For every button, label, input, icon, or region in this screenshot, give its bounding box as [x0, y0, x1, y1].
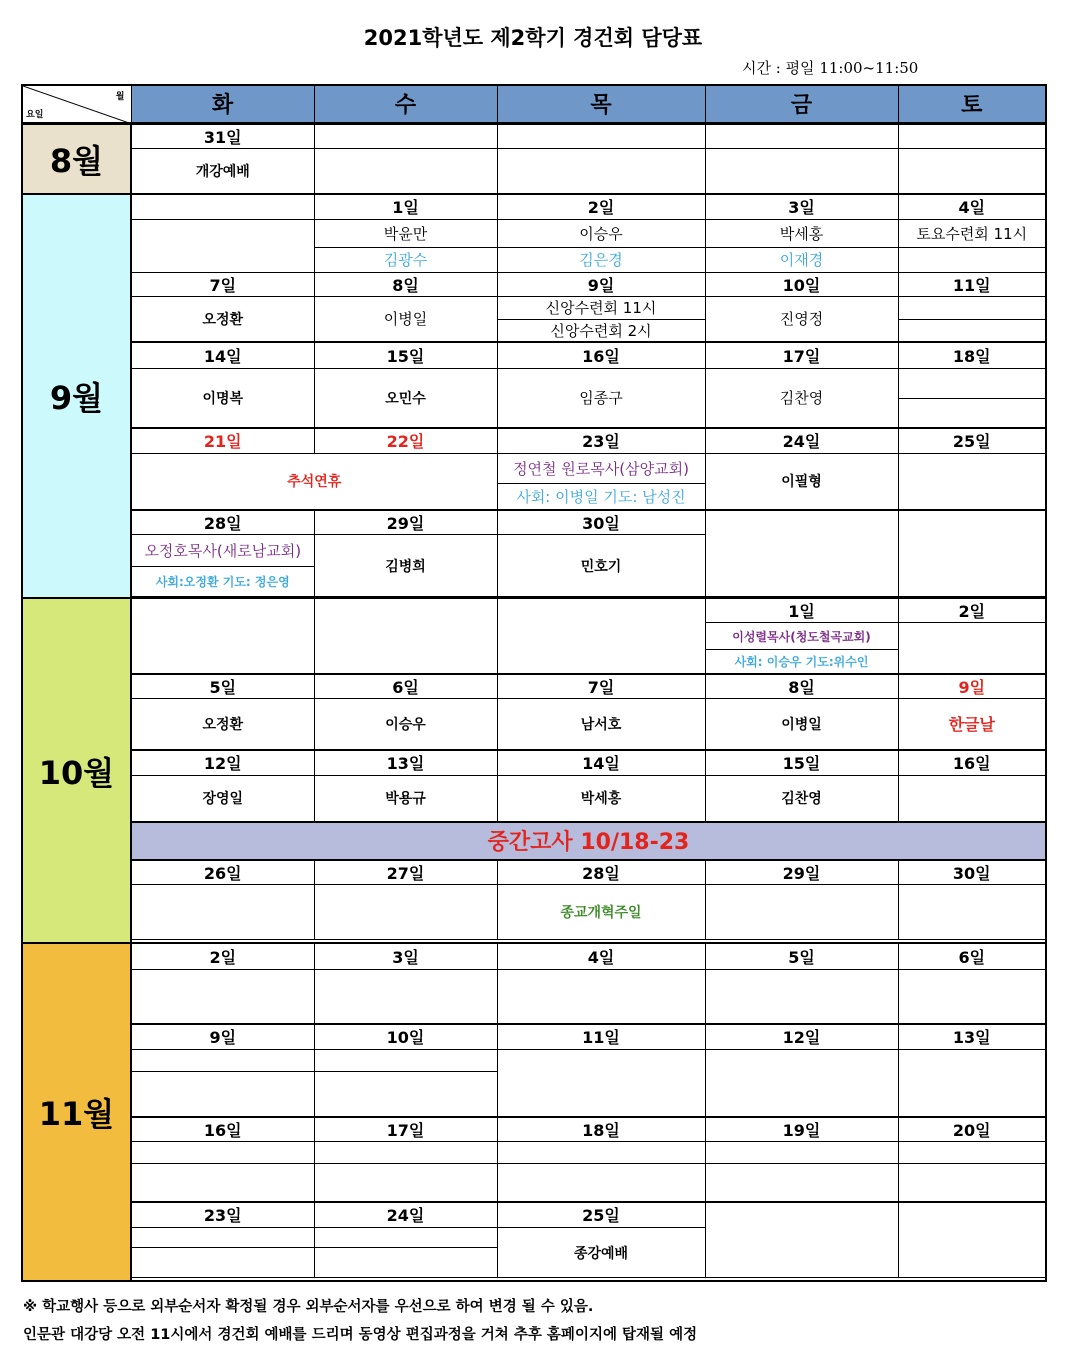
date-cell: 14일	[497, 750, 705, 776]
footer-note-1: ※ 학교행사 등으로 외부순서자 확정될 경우 외부순서자를 우선으로 하여 변경 될 수 있음.	[23, 1299, 594, 1315]
leader-cell: 김찬영	[705, 776, 898, 822]
event-cell: 종교개혁주일	[497, 885, 705, 940]
schedule-table	[21, 84, 1047, 1282]
leader-cell: 박세홍	[705, 219, 898, 247]
leader-cell: 임종구	[497, 368, 705, 428]
date-cell: 24일	[705, 428, 898, 453]
leader-cell: 진영정	[705, 296, 898, 342]
leader-cell: 이승우	[497, 219, 705, 247]
leader-cell: 김찬영	[705, 368, 898, 428]
leader-cell: 박세홍	[497, 776, 705, 822]
footer-note-2: 인문관 대강당 오전 11시에서 경건회 예배를 드리며 동영상 편집과정을 거쳐 추후 홈페이지에 탑재될 예정	[23, 1327, 698, 1343]
date-cell: 16일	[898, 750, 1046, 776]
leader-cell: 박용규	[314, 776, 497, 822]
holiday-date-cell: 21일	[131, 428, 314, 453]
date-cell: 11일	[898, 272, 1046, 296]
date-cell: 30일	[497, 510, 705, 535]
document-title: 2021학년도 제2학기 경건회 담당표	[363, 26, 703, 50]
date-cell: 8일	[705, 674, 898, 699]
date-cell: 29일	[314, 510, 497, 535]
event-cell: 신앙수련회 11시	[497, 296, 705, 319]
date-cell: 28일	[497, 860, 705, 885]
date-cell: 12일	[131, 750, 314, 776]
sub-leader-cell: 김광수	[314, 247, 497, 272]
leader-cell: 이승우	[314, 699, 497, 750]
holiday-date-cell: 9일	[898, 674, 1046, 699]
date-cell: 11일	[497, 1024, 705, 1049]
date-cell: 25일	[898, 428, 1046, 453]
date-cell: 2일	[131, 943, 314, 969]
date-cell: 20일	[898, 1117, 1046, 1142]
date-cell: 15일	[705, 750, 898, 776]
holiday-cell: 한글날	[898, 699, 1046, 750]
date-cell: 12일	[705, 1024, 898, 1049]
holiday-cell: 추석연휴	[131, 453, 497, 510]
header-thu: 목	[497, 85, 705, 123]
sub-leader-cell: 김은경	[497, 247, 705, 272]
date-cell: 26일	[131, 860, 314, 885]
date-cell: 6일	[898, 943, 1046, 969]
date-cell: 10일	[314, 1024, 497, 1049]
corner-day-label: 요일	[26, 109, 44, 120]
date-cell: 1일	[314, 194, 497, 219]
date-cell: 18일	[898, 342, 1046, 368]
leader-cell: 김병희	[314, 535, 497, 597]
leader-cell: 민호기	[497, 535, 705, 597]
service-roles-cell: 사회: 이승우 기도:위수인	[705, 650, 898, 674]
footer-notes	[23, 1293, 697, 1349]
date-cell: 7일	[131, 272, 314, 296]
leader-cell: 오정환	[131, 699, 314, 750]
date-cell: 23일	[497, 428, 705, 453]
date-cell: 18일	[497, 1117, 705, 1142]
date-cell: 7일	[497, 674, 705, 699]
guest-speaker-cell: 정연철 원로목사(삼양교회)	[497, 453, 705, 483]
guest-speaker-cell: 오정호목사(새로남교회)	[131, 535, 314, 567]
date-cell: 13일	[314, 750, 497, 776]
leader-cell: 남서호	[497, 699, 705, 750]
date-cell: 24일	[314, 1202, 497, 1228]
date-cell: 28일	[131, 510, 314, 535]
date-cell: 31일	[131, 123, 314, 148]
leader-cell: 장영일	[131, 776, 314, 822]
date-cell: 16일	[131, 1117, 314, 1142]
date-cell: 3일	[705, 194, 898, 219]
time-info: 시간 : 평일 11:00~11:50	[742, 59, 919, 77]
date-cell: 15일	[314, 342, 497, 368]
date-cell: 4일	[497, 943, 705, 969]
leader-cell: 이병일	[705, 699, 898, 750]
corner-cell	[22, 85, 131, 123]
date-cell: 27일	[314, 860, 497, 885]
month-oct: 10월	[22, 598, 131, 943]
event-cell: 종강예배	[497, 1228, 705, 1278]
leader-cell: 이병일	[314, 296, 497, 342]
date-cell: 17일	[705, 342, 898, 368]
date-cell: 17일	[314, 1117, 497, 1142]
date-cell: 30일	[898, 860, 1046, 885]
corner-month-label: 월	[115, 92, 125, 102]
month-sep: 9월	[22, 194, 131, 598]
header-wed: 수	[314, 85, 497, 123]
sub-leader-cell: 이재경	[705, 247, 898, 272]
date-cell: 5일	[131, 674, 314, 699]
service-roles-cell: 사회:오정환 기도: 정은영	[131, 567, 314, 597]
date-cell: 9일	[497, 272, 705, 296]
date-cell: 6일	[314, 674, 497, 699]
event-cell: 개강예배	[131, 148, 314, 194]
date-cell: 19일	[705, 1117, 898, 1142]
date-cell: 8일	[314, 272, 497, 296]
date-cell: 13일	[898, 1024, 1046, 1049]
service-roles-cell: 사회: 이병일 기도: 남성진	[497, 483, 705, 510]
date-cell: 29일	[705, 860, 898, 885]
header-tue: 화	[131, 85, 314, 123]
month-nov: 11월	[22, 943, 131, 1281]
leader-cell: 이명복	[131, 368, 314, 428]
leader-cell: 오민수	[314, 368, 497, 428]
date-cell: 3일	[314, 943, 497, 969]
event-cell: 신앙수련회 2시	[497, 319, 705, 342]
header-sat: 토	[898, 85, 1046, 123]
leader-cell: 오정환	[131, 296, 314, 342]
date-cell: 10일	[705, 272, 898, 296]
date-cell: 14일	[131, 342, 314, 368]
date-cell: 25일	[497, 1202, 705, 1228]
date-cell: 9일	[131, 1024, 314, 1049]
date-cell: 16일	[497, 342, 705, 368]
leader-cell: 이필형	[705, 453, 898, 510]
date-cell: 4일	[898, 194, 1046, 219]
leader-cell: 토요수련회 11시	[898, 219, 1046, 247]
date-cell: 23일	[131, 1202, 314, 1228]
leader-cell: 박윤만	[314, 219, 497, 247]
date-cell: 2일	[898, 598, 1046, 623]
exam-banner: 중간고사 10/18-23	[131, 822, 1046, 860]
month-aug: 8월	[22, 123, 131, 194]
holiday-date-cell: 22일	[314, 428, 497, 453]
guest-speaker-cell: 이성렬목사(청도철곡교회)	[705, 623, 898, 650]
date-cell: 5일	[705, 943, 898, 969]
date-cell: 2일	[497, 194, 705, 219]
header-fri: 금	[705, 85, 898, 123]
date-cell: 1일	[705, 598, 898, 623]
